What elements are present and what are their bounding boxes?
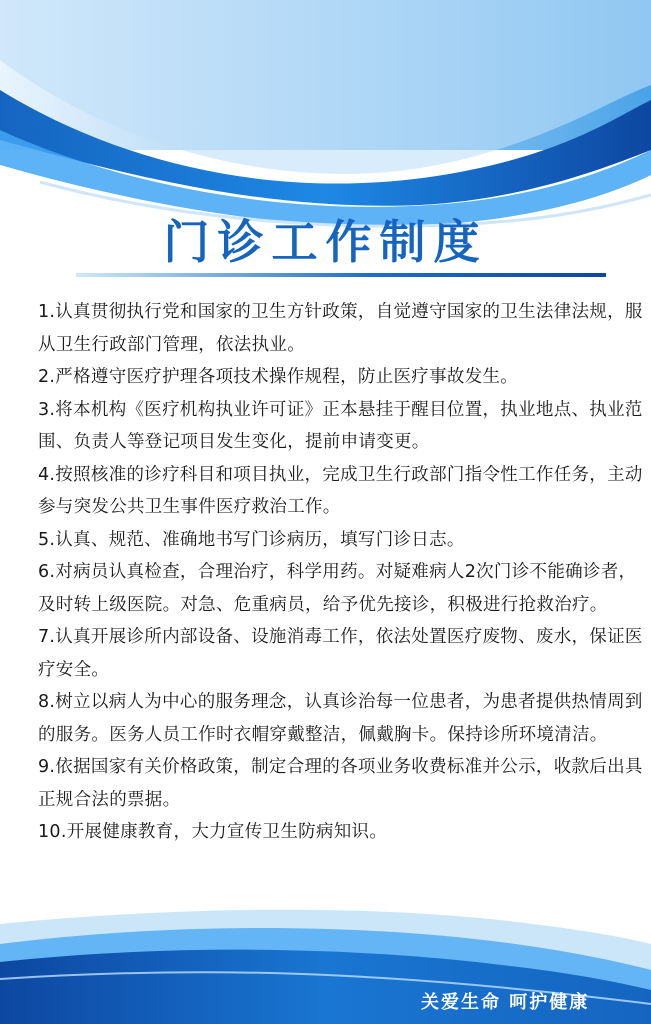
rule-item: 4.按照核准的诊疗科目和项目执业，完成卫生行政部门指令性工作任务，主动参与突发公共卫生事件医疗救治工作。 xyxy=(38,464,643,517)
rules-list xyxy=(38,296,646,849)
rule-item: 6.对病员认真检查，合理治疗，科学用药。对疑难病人2次门诊不能确诊者，及时转上级医院。对急、危重病员，给予优先接诊，积极进行抢救治疗。 xyxy=(38,562,637,615)
rule-item: 3.将本机构《医疗机构执业许可证》正本悬挂于醒目位置，执业地点、执业范围、负责人等登记项目发生变化，提前申请变更。 xyxy=(38,399,643,452)
page-title: 门诊工作制度 xyxy=(163,215,488,269)
rule-item: 8.树立以病人为中心的服务理念，认真诊治每一位患者，为患者提供热情周到的服务。医务人员工作时衣帽穿戴整洁，佩戴胸卡。保持诊所环境清洁。 xyxy=(38,692,643,745)
rule-item: 10.开展健康教育，大力宣传卫生防病知识。 xyxy=(38,822,388,842)
rule-item: 2.严格遵守医疗护理各项技术操作规程，防止医疗事故发生。 xyxy=(38,367,519,387)
rule-item: 9.依据国家有关价格政策，制定合理的各项业务收费标准并公示，收款后出具正规合法的票据。 xyxy=(38,757,643,810)
slogan-text: 关爱生命 呵护健康 xyxy=(421,992,590,1013)
rule-item: 1.认真贯彻执行党和国家的卫生方针政策，自觉遵守国家的卫生法律法规，服从卫生行政部门管理，依法执业。 xyxy=(38,302,643,355)
top-wave-decoration xyxy=(0,0,651,240)
rule-item: 5.认真、规范、准确地书写门诊病历，填写门诊日志。 xyxy=(38,529,465,550)
rule-item: 7.认真开展诊所内部设备、设施消毒工作，依法处置医疗废物、废水，保证医疗安全。 xyxy=(38,627,643,680)
title-underline xyxy=(76,273,606,277)
